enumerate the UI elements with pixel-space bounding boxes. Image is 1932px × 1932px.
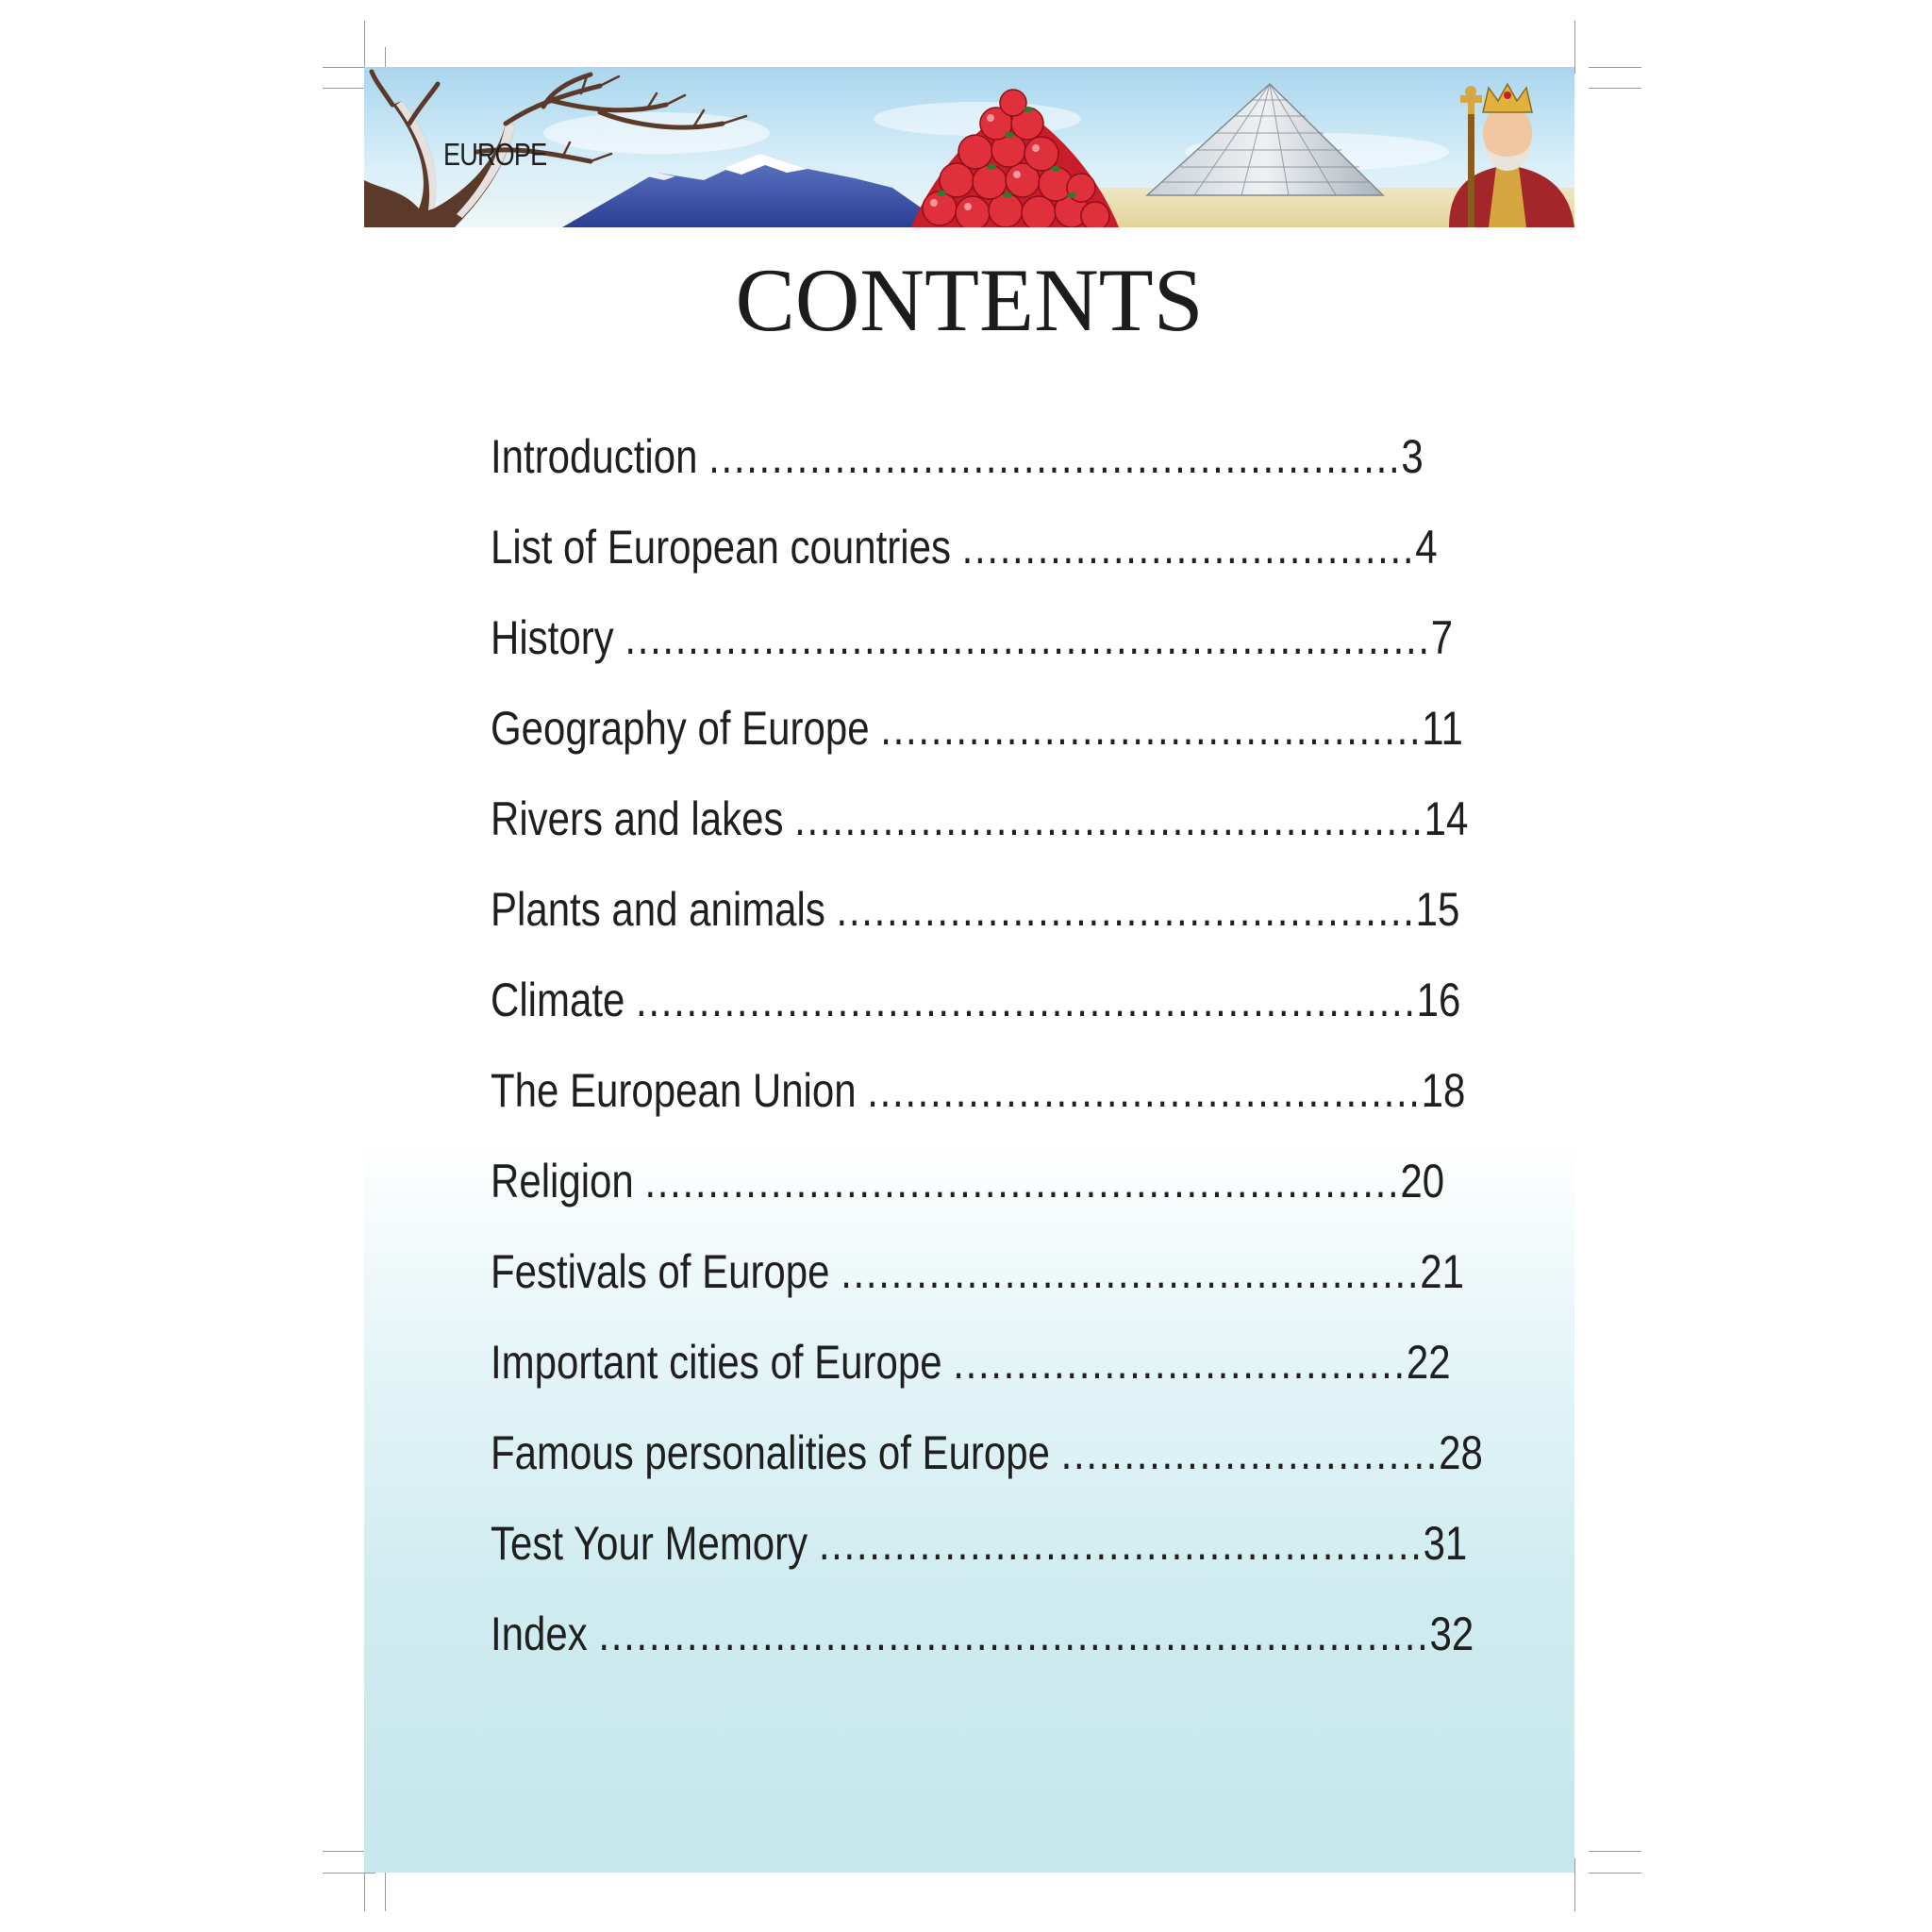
dot-leader: ....................................................... [708, 430, 1402, 483]
entry-page-number: 31 [1423, 1517, 1468, 1570]
crop-mark [1589, 88, 1641, 89]
crop-mark [1589, 1851, 1641, 1852]
dot-leader: .................................................. [794, 792, 1424, 845]
contents-entry [491, 972, 1509, 1062]
entry-page-number: 18 [1421, 1064, 1466, 1117]
entry-page-number: 14 [1424, 792, 1469, 845]
contents-entry [491, 1334, 1509, 1424]
contents-entry [491, 1515, 1509, 1606]
entry-page-number: 4 [1415, 521, 1438, 574]
dot-leader: .............................................................. [636, 974, 1417, 1026]
entry-page-number: 20 [1400, 1155, 1445, 1208]
entry-title: Religion [491, 1155, 634, 1208]
crop-mark [1589, 67, 1641, 68]
dot-leader: ............................................ [867, 1064, 1422, 1117]
dot-leader: .............................................. [836, 883, 1416, 936]
dot-leader: .............................. [1060, 1426, 1440, 1479]
entry-page-number: 11 [1422, 702, 1463, 755]
entry-page-number: 16 [1416, 974, 1461, 1026]
entry-page-number: 28 [1439, 1426, 1483, 1479]
entry-page-number: 32 [1429, 1607, 1474, 1660]
crop-mark [364, 21, 365, 74]
contents-list [491, 428, 1509, 1696]
contents-entry [491, 519, 1509, 609]
entry-title: Climate [491, 974, 625, 1026]
dot-leader: .............................................. [841, 1245, 1421, 1298]
dot-leader: ................................................ [818, 1517, 1424, 1570]
entry-title: Rivers and lakes [491, 792, 784, 845]
contents-entry [491, 1062, 1509, 1153]
header-banner [364, 67, 1574, 227]
entry-title: Geography of Europe [491, 702, 870, 755]
entry-title: Index [491, 1607, 588, 1660]
entry-page-number: 3 [1401, 430, 1424, 483]
dot-leader: ................................................................ [625, 611, 1431, 664]
book-page [364, 67, 1574, 1873]
contents-entry [491, 700, 1509, 791]
entry-page-number: 15 [1415, 883, 1460, 936]
crop-mark [1574, 1858, 1575, 1911]
dot-leader: .................................................................. [598, 1607, 1430, 1660]
dot-leader: ............................................................ [644, 1155, 1401, 1208]
dot-leader: ........................................... [880, 702, 1423, 755]
contents-entry [491, 881, 1509, 972]
contents-entry [491, 609, 1509, 700]
entry-title: Test Your Memory [491, 1517, 808, 1570]
entry-title: Introduction [491, 430, 698, 483]
entry-title: Important cities of Europe [491, 1336, 942, 1389]
contents-entry [491, 791, 1509, 881]
entry-title: Festivals of Europe [491, 1245, 830, 1298]
entry-title: History [491, 611, 614, 664]
entry-title: List of European countries [491, 521, 951, 574]
entry-page-number: 22 [1406, 1336, 1451, 1389]
banner-label: EUROPE [443, 137, 547, 172]
crop-mark [1574, 21, 1575, 74]
entry-page-number: 7 [1430, 611, 1454, 664]
contents-entry [491, 428, 1509, 519]
contents-entry [491, 1243, 1509, 1334]
contents-title: CONTENTS [735, 250, 1204, 350]
entry-page-number: 21 [1420, 1245, 1464, 1298]
entry-title: Famous personalities of Europe [491, 1426, 1050, 1479]
contents-entry [491, 1424, 1509, 1515]
entry-title: Plants and animals [491, 883, 825, 936]
contents-entry [491, 1153, 1509, 1243]
crop-mark [1589, 1873, 1641, 1874]
crop-mark [323, 1873, 375, 1874]
dot-leader: .................................... [953, 1336, 1407, 1389]
contents-entry [491, 1606, 1509, 1696]
dot-leader: .................................... [961, 521, 1416, 574]
entry-title: The European Union [491, 1064, 857, 1117]
